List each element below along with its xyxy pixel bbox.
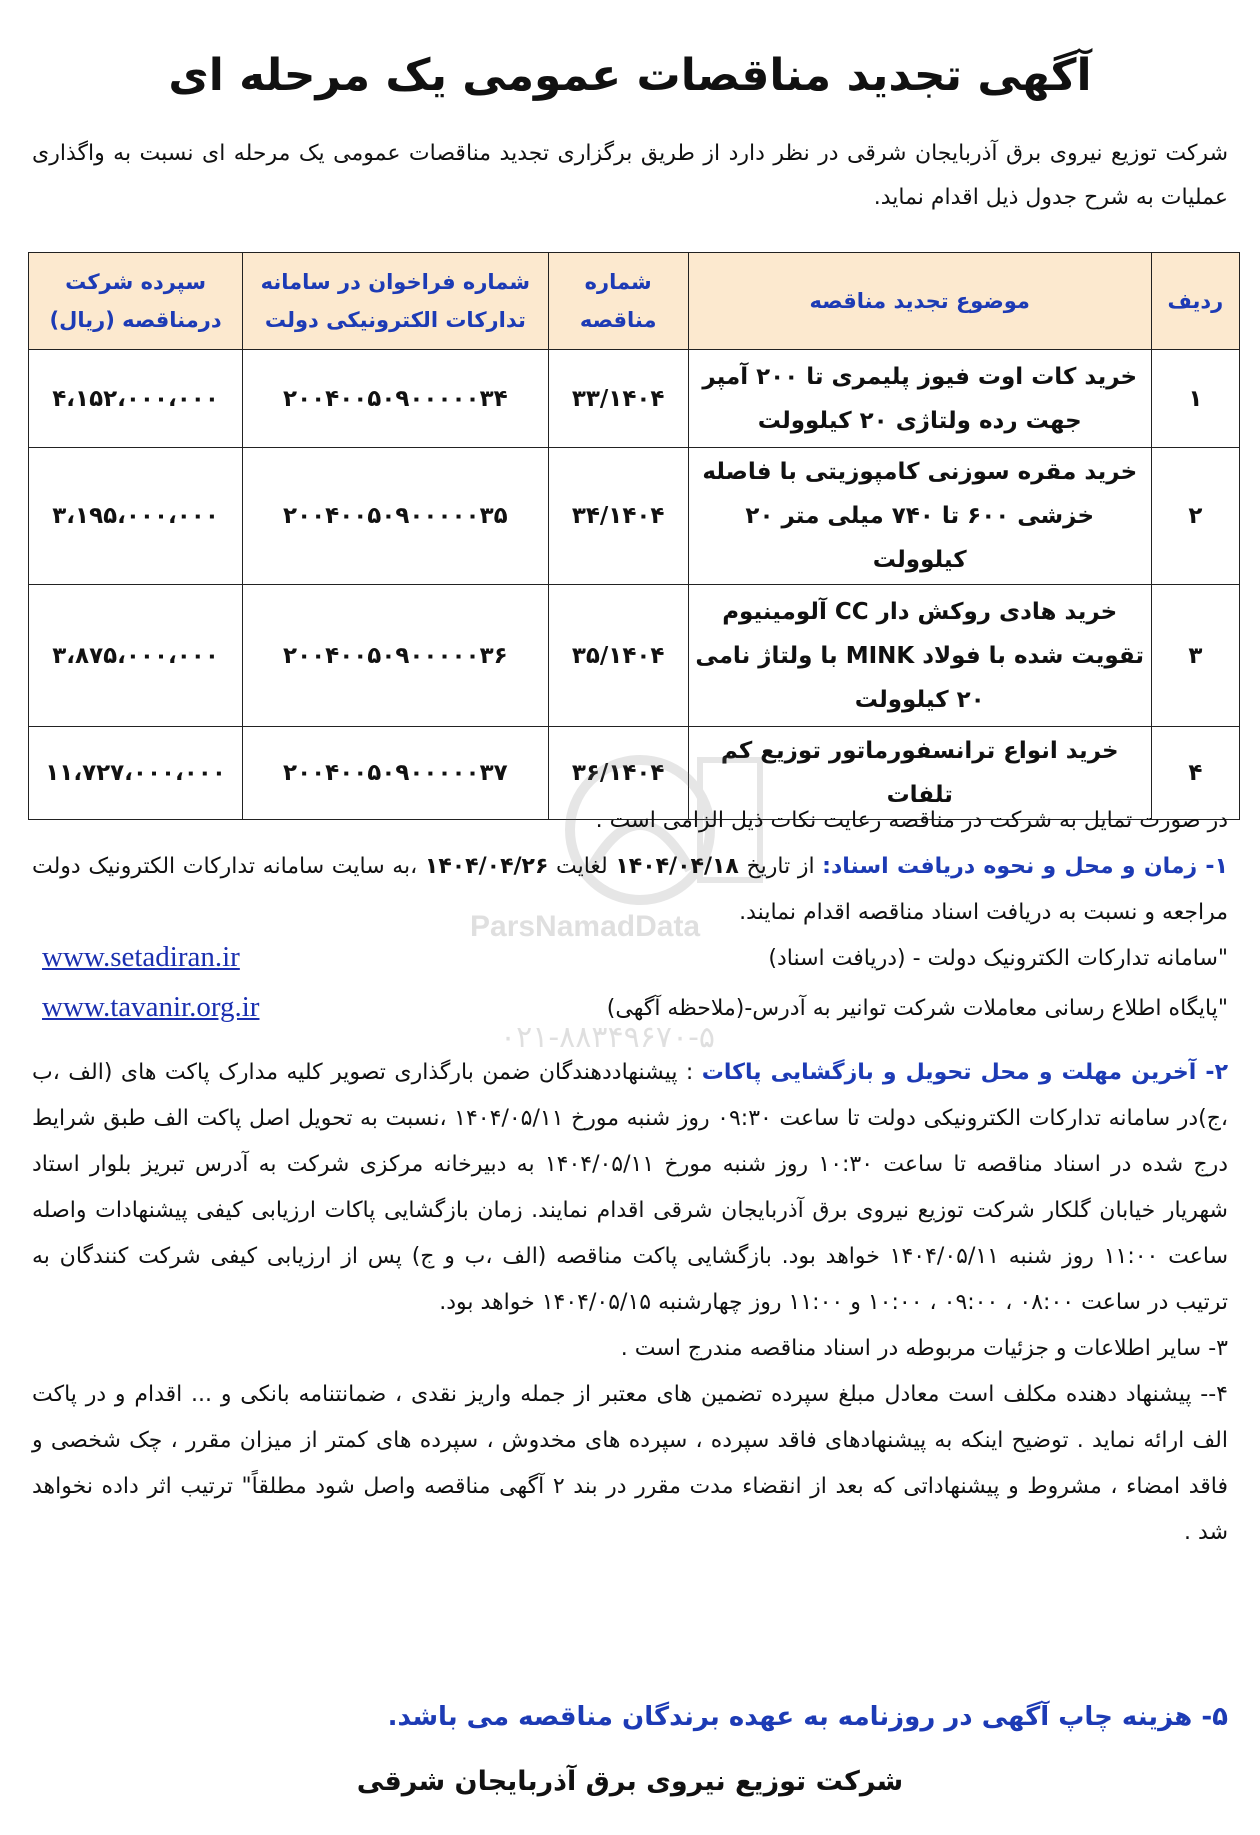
table-row (29, 585, 1240, 727)
link-tavanir[interactable]: www.tavanir.org.ir (42, 991, 260, 1023)
condition-line: در صورت تمایل به شرکت در مناقصه رعایت نکات ذیل الزامی است . (595, 808, 1228, 833)
item-1 (32, 844, 1228, 936)
cell-subject: خرید کات اوت فیوز پلیمری تا ۲۰۰ آمپر جهت رده ولتاژی ۲۰ کیلوولت (688, 350, 1151, 448)
cell-deposit: ۱۱،۷۲۷،۰۰۰،۰۰۰ (29, 727, 243, 820)
intro-paragraph: شرکت توزیع نیروی برق آذربایجان شرقی در نظر دارد از طریق برگزاری تجدید مناقصات عمومی یک مرحله ای نسبت به واگذاری عملیات به شرح جدول ذیل اقدام نماید. (32, 141, 1228, 210)
signature: شرکت توزیع نیروی برق آذربایجان شرقی (356, 1766, 904, 1797)
header-call-code: شماره فراخوان در سامانه تدارکات الکترونیکی دولت (243, 253, 548, 350)
header-subject: موضوع تجدید مناقصه (688, 253, 1151, 350)
item-1-date-from: ۱۴۰۴/۰۴/۱۸ (615, 854, 739, 879)
cell-deposit: ۳،۸۷۵،۰۰۰،۰۰۰ (29, 585, 243, 727)
watermark-brand: ParsNamadData (470, 910, 701, 943)
item-1-text-b: لغایت (548, 854, 616, 879)
cell-call-code: ۲۰۰۴۰۰۵۰۹۰۰۰۰۰۳۵ (243, 448, 548, 585)
cell-subject: خرید هادی روکش دار CC آلومینیوم تقویت شده با فولاد MINK با ولتاژ نامی ۲۰ کیلوولت (688, 585, 1151, 727)
item-4: ۴-- پیشنهاد دهنده مکلف است معادل مبلغ سپرده تضمین های معتبر از جمله واریز نقدی ، ضمانتنامه بانکی و ... اقدام و در پاکت الف ارائه نماید . توضیح اینکه به پیشنهادهای فاقد سپرده ، سپرده های مخدوش ، سپرده های کمتر از میزان مقرر ، چک شخصی و فاقد امضاء ، مشروط و پیشنهاداتی که بعد از انقضاء مدت مقرر در بند ۲ آگهی مناقصه واصل شود مطلقاً" ترتیب اثر داده نخواهد شد . (32, 1382, 1228, 1545)
header-deposit: سپرده شرکت درمناقصه (ریال) (29, 253, 243, 350)
item-2 (32, 1050, 1228, 1326)
link-label-setad: "سامانه تدارکات الکترونیک دولت - (دریافت اسناد) (768, 946, 1228, 971)
cell-row-number: ۱ (1151, 350, 1239, 448)
link-row-setad (32, 936, 1228, 986)
watermark-phone: ۰۲۱-۸۸۳۴۹۶۷۰-۵ (500, 1020, 716, 1055)
cell-deposit: ۳،۱۹۵،۰۰۰،۰۰۰ (29, 448, 243, 585)
item-3: ۳- سایر اطلاعات و جزئیات مربوطه در اسناد مناقصه مندرج است . (620, 1336, 1228, 1361)
cell-call-code: ۲۰۰۴۰۰۵۰۹۰۰۰۰۰۳۷ (243, 727, 548, 820)
cell-subject: خرید مقره سوزنی کامپوزیتی با فاصله خزشی ۶۰۰ تا ۷۴۰ میلی متر ۲۰ کیلوولت (688, 448, 1151, 585)
cell-tender-number: ۳۵/۱۴۰۴ (548, 585, 688, 727)
table-row (29, 448, 1240, 585)
cell-row-number: ۴ (1151, 727, 1239, 820)
item-1-date-to: ۱۴۰۴/۰۴/۲۶ (424, 854, 549, 879)
cell-call-code: ۲۰۰۴۰۰۵۰۹۰۰۰۰۰۳۶ (243, 585, 548, 727)
cell-tender-number: ۳۶/۱۴۰۴ (548, 727, 688, 820)
header-tender-number: شماره مناقصه (548, 253, 688, 350)
cell-tender-number: ۳۳/۱۴۰۴ (548, 350, 688, 448)
item-2-heading: ۲- آخرین مهلت و محل تحویل و بازگشایی پاکات (701, 1060, 1229, 1085)
item-1-text-c: ،به سایت سامانه تدارکات الکترونیک دولت مراجعه و نسبت به دریافت اسناد مناقصه اقدام نمایند. (32, 854, 1228, 925)
item-1-heading: ۱- زمان و محل و نحوه دریافت اسناد: (822, 854, 1228, 879)
cell-deposit: ۴،۱۵۲،۰۰۰،۰۰۰ (29, 350, 243, 448)
header-row-number: ردیف (1151, 253, 1239, 350)
item-2-text: : پیشنهاددهندگان ضمن بارگذاری تصویر کلیه مدارک پاکت های (الف ،ب ،ج)در سامانه تدارکات الکترونیکی دولت تا ساعت ۰۹:۳۰ روز شنبه مورخ ۱۴۰۴/۰۵/۱۱ ،نسبت به تحویل اصل پاکت الف طبق شرایط درج شده در اسناد مناقصه تا ساعت ۱۰:۳۰ روز شنبه مورخ ۱۴۰۴/۰۵/۱۱ به دبیرخانه مرکزی شرکت به آدرس تبریز بلوار استاد شهریار خیابان گلکار شرکت توزیع نیروی برق آذربایجان شرقی اقدام نمایند. زمان بازگشایی پاکات ارزیابی کیفی پیشنهادات واصله ساعت ۱۱:۰۰ روز شنبه ۱۴۰۴/۰۵/۱۱ خواهد بود. بازگشایی پاکت مناقصه (الف ،ب و ج) پس از ارزیابی کیفی شرکت کنندگان به ترتیب در ساعت ۰۸:۰۰ ، ۰۹:۰۰ ، ۱۰:۰۰ و ۱۱:۰۰ روز چهارشنبه ۱۴۰۴/۰۵/۱۵ خواهد بود. (32, 1060, 1229, 1315)
cell-tender-number: ۳۴/۱۴۰۴ (548, 448, 688, 585)
cell-row-number: ۲ (1151, 448, 1239, 585)
cell-row-number: ۳ (1151, 585, 1239, 727)
tenders-table (28, 252, 1240, 820)
table-row (29, 350, 1240, 448)
cell-call-code: ۲۰۰۴۰۰۵۰۹۰۰۰۰۰۳۴ (243, 350, 548, 448)
link-setadiran[interactable]: www.setadiran.ir (42, 941, 240, 973)
table-header-row (29, 253, 1240, 350)
cell-subject: خرید انواع ترانسفورماتور توزیع کم تلفات (688, 727, 1151, 820)
link-label-tavanir: "پایگاه اطلاع رسانی معاملات شرکت توانیر به آدرس-(ملاحظه آگهی) (606, 996, 1228, 1021)
notice-body (32, 798, 1228, 1556)
link-row-tavanir (32, 986, 1228, 1036)
item-5: ۵- هزینه چاپ آگهی در روزنامه به عهده برندگان مناقصه می باشد. (387, 1702, 1228, 1732)
item-1-text-a: از تاریخ (738, 854, 823, 879)
page-title: آگهی تجدید مناقصات عمومی یک مرحله ای (168, 50, 1092, 101)
